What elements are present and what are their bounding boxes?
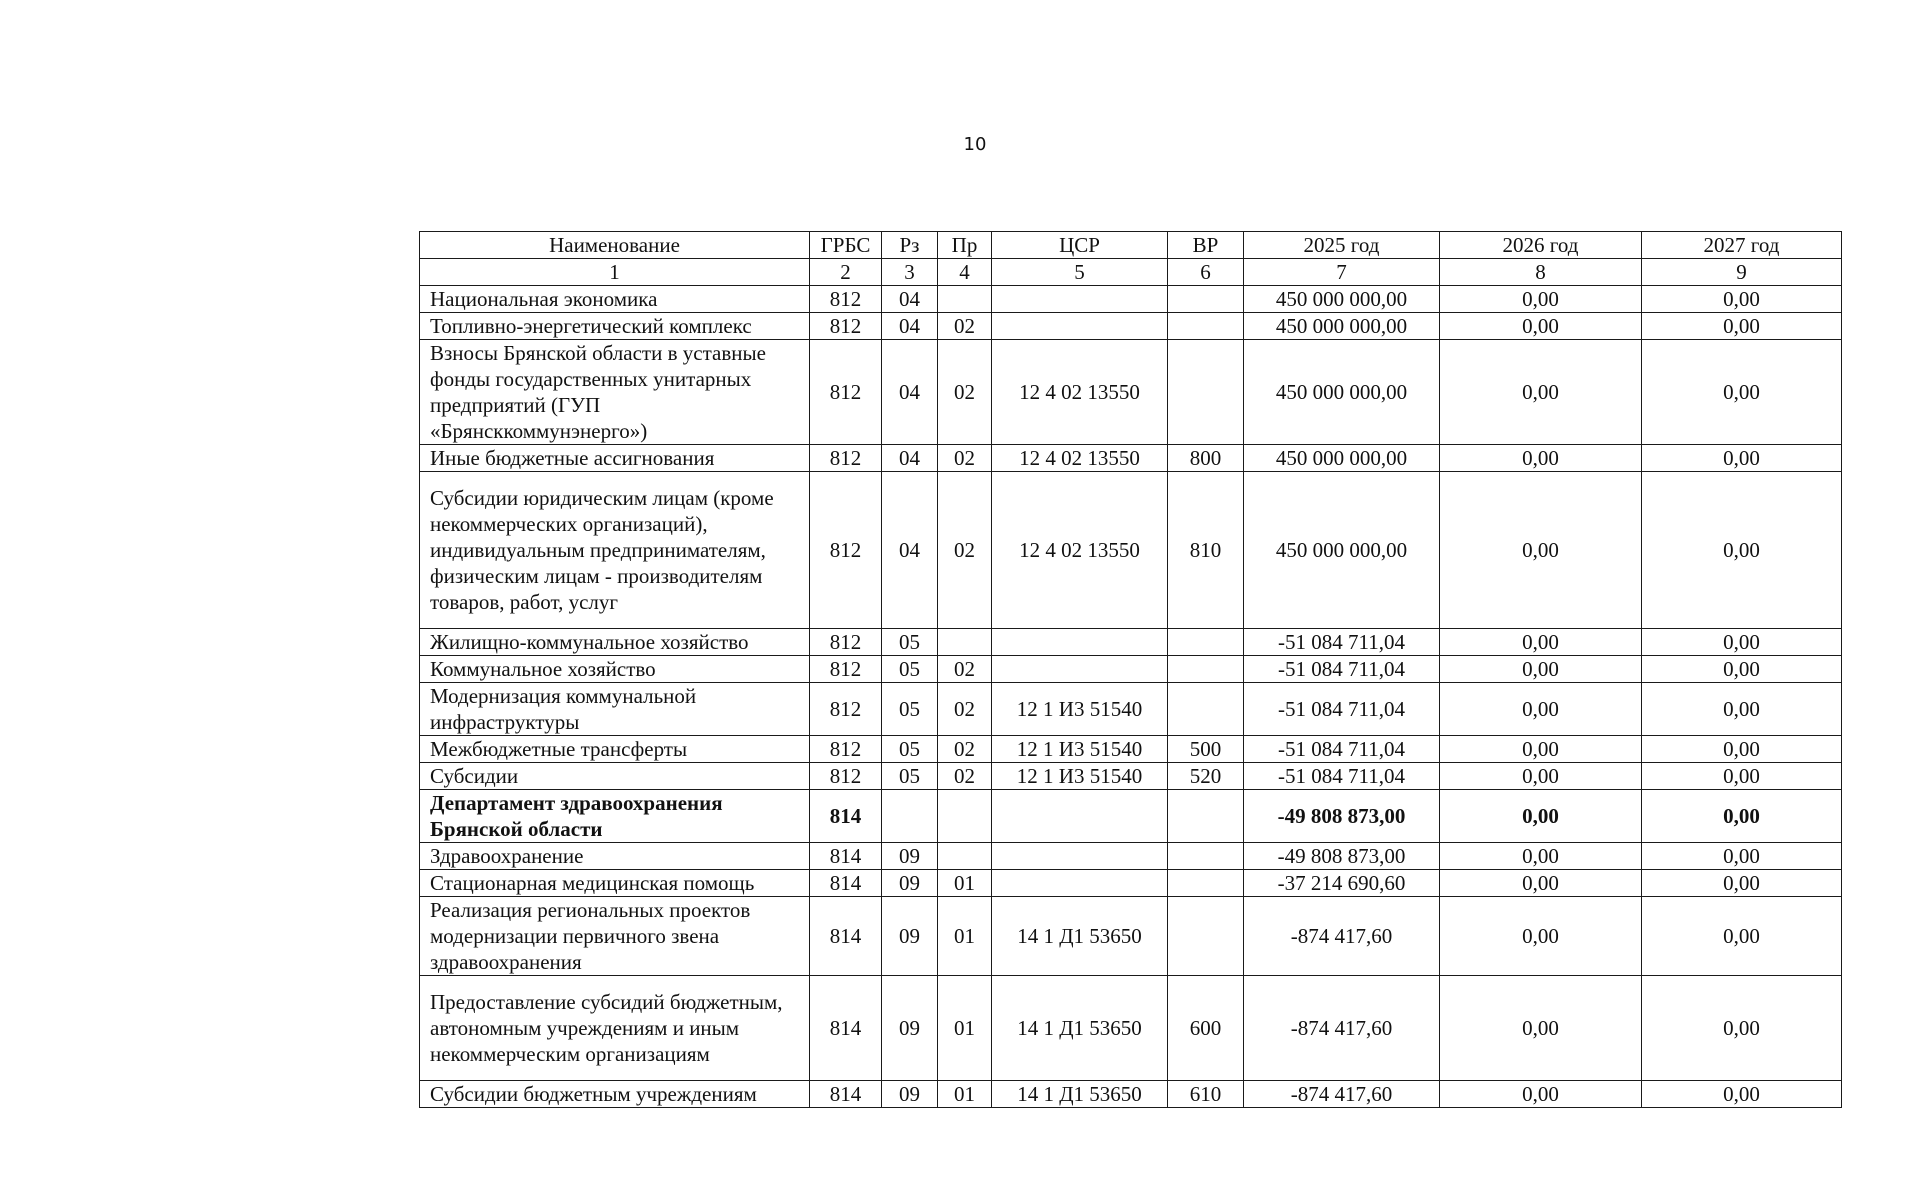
cell-rz: 04	[882, 445, 938, 472]
header-cell-grbs: ГРБС	[810, 232, 882, 259]
cell-pr: 02	[938, 472, 992, 629]
cell-csr	[992, 870, 1168, 897]
cell-vr	[1168, 340, 1244, 445]
cell-csr: 12 1 И3 51540	[992, 683, 1168, 736]
cell-name: Субсидии	[420, 763, 810, 790]
cell-csr: 12 1 И3 51540	[992, 763, 1168, 790]
cell-grbs: 812	[810, 445, 882, 472]
cell-vr	[1168, 870, 1244, 897]
cell-name: Модернизация коммунальной инфраструктуры	[420, 683, 810, 736]
cell-vr	[1168, 683, 1244, 736]
table-row	[420, 1081, 1842, 1108]
cell-2026: 0,00	[1440, 976, 1642, 1081]
cell-rz: 09	[882, 843, 938, 870]
header-cell-pr: Пр	[938, 232, 992, 259]
cell-2026: 0,00	[1440, 472, 1642, 629]
cell-grbs: 814	[810, 976, 882, 1081]
cell-2027: 0,00	[1642, 843, 1842, 870]
cell-grbs: 812	[810, 683, 882, 736]
table-row	[420, 736, 1842, 763]
column-number-cell: 4	[938, 259, 992, 286]
cell-grbs: 812	[810, 629, 882, 656]
table-row	[420, 656, 1842, 683]
cell-csr	[992, 286, 1168, 313]
cell-vr	[1168, 286, 1244, 313]
cell-2026: 0,00	[1440, 736, 1642, 763]
cell-2025: -874 417,60	[1244, 897, 1440, 976]
cell-csr: 12 1 И3 51540	[992, 736, 1168, 763]
cell-name: Субсидии юридическим лицам (кроме некоммерческих организаций), индивидуальным предпринимателям, физическим лицам - производителям товаров, работ, услуг	[420, 472, 810, 629]
cell-rz: 09	[882, 1081, 938, 1108]
cell-2026: 0,00	[1440, 790, 1642, 843]
cell-2025: -51 084 711,04	[1244, 683, 1440, 736]
table-row	[420, 843, 1842, 870]
cell-2027: 0,00	[1642, 976, 1842, 1081]
column-number-cell: 1	[420, 259, 810, 286]
cell-2027: 0,00	[1642, 1081, 1842, 1108]
cell-csr	[992, 790, 1168, 843]
cell-grbs: 814	[810, 897, 882, 976]
table-row	[420, 976, 1842, 1081]
cell-rz: 05	[882, 763, 938, 790]
cell-pr: 02	[938, 683, 992, 736]
cell-pr	[938, 286, 992, 313]
cell-rz: 09	[882, 976, 938, 1081]
cell-rz: 04	[882, 340, 938, 445]
cell-vr: 500	[1168, 736, 1244, 763]
cell-2027: 0,00	[1642, 897, 1842, 976]
cell-csr: 12 4 02 13550	[992, 340, 1168, 445]
cell-2026: 0,00	[1440, 656, 1642, 683]
cell-2027: 0,00	[1642, 629, 1842, 656]
cell-2025: -49 808 873,00	[1244, 843, 1440, 870]
header-cell-2026: 2026 год	[1440, 232, 1642, 259]
cell-grbs: 812	[810, 313, 882, 340]
cell-grbs: 814	[810, 1081, 882, 1108]
cell-csr: 12 4 02 13550	[992, 445, 1168, 472]
cell-name: Здравоохранение	[420, 843, 810, 870]
cell-2025: 450 000 000,00	[1244, 286, 1440, 313]
cell-name: Жилищно-коммунальное хозяйство	[420, 629, 810, 656]
column-number-cell: 8	[1440, 259, 1642, 286]
cell-name: Топливно-энергетический комплекс	[420, 313, 810, 340]
column-number-row	[420, 259, 1842, 286]
column-number-cell: 5	[992, 259, 1168, 286]
header-cell-rz: Рз	[882, 232, 938, 259]
cell-2027: 0,00	[1642, 313, 1842, 340]
header-cell-2025: 2025 год	[1244, 232, 1440, 259]
cell-2026: 0,00	[1440, 870, 1642, 897]
cell-name: Коммунальное хозяйство	[420, 656, 810, 683]
cell-grbs: 814	[810, 843, 882, 870]
cell-name: Национальная экономика	[420, 286, 810, 313]
cell-csr: 12 4 02 13550	[992, 472, 1168, 629]
cell-2025: 450 000 000,00	[1244, 340, 1440, 445]
cell-csr	[992, 629, 1168, 656]
cell-2026: 0,00	[1440, 763, 1642, 790]
cell-2025: -49 808 873,00	[1244, 790, 1440, 843]
cell-2025: 450 000 000,00	[1244, 313, 1440, 340]
page-number: 10	[963, 134, 987, 155]
cell-name: Иные бюджетные ассигнования	[420, 445, 810, 472]
cell-2025: -874 417,60	[1244, 976, 1440, 1081]
cell-pr: 02	[938, 313, 992, 340]
cell-2026: 0,00	[1440, 897, 1642, 976]
cell-pr	[938, 843, 992, 870]
table-row	[420, 340, 1842, 445]
table-row	[420, 870, 1842, 897]
table-row	[420, 897, 1842, 976]
cell-2026: 0,00	[1440, 1081, 1642, 1108]
table-row	[420, 286, 1842, 313]
cell-rz: 04	[882, 286, 938, 313]
cell-pr: 02	[938, 340, 992, 445]
cell-pr: 01	[938, 897, 992, 976]
cell-pr: 02	[938, 763, 992, 790]
cell-2026: 0,00	[1440, 843, 1642, 870]
cell-name: Межбюджетные трансферты	[420, 736, 810, 763]
cell-2025: -51 084 711,04	[1244, 763, 1440, 790]
cell-grbs: 812	[810, 763, 882, 790]
cell-2026: 0,00	[1440, 445, 1642, 472]
cell-2027: 0,00	[1642, 286, 1842, 313]
cell-vr	[1168, 629, 1244, 656]
cell-2027: 0,00	[1642, 445, 1842, 472]
column-number-cell: 9	[1642, 259, 1842, 286]
cell-csr: 14 1 Д1 53650	[992, 897, 1168, 976]
cell-csr: 14 1 Д1 53650	[992, 976, 1168, 1081]
cell-2025: 450 000 000,00	[1244, 472, 1440, 629]
cell-rz: 05	[882, 683, 938, 736]
cell-rz: 04	[882, 313, 938, 340]
cell-vr: 520	[1168, 763, 1244, 790]
cell-rz: 04	[882, 472, 938, 629]
table-row	[420, 313, 1842, 340]
cell-rz: 09	[882, 870, 938, 897]
cell-grbs: 814	[810, 870, 882, 897]
cell-pr	[938, 629, 992, 656]
cell-rz: 05	[882, 629, 938, 656]
cell-name: Реализация региональных проектов модернизации первичного звена здравоохранения	[420, 897, 810, 976]
cell-name: Стационарная медицинская помощь	[420, 870, 810, 897]
cell-name: Департамент здравоохранения Брянской области	[420, 790, 810, 843]
cell-vr: 800	[1168, 445, 1244, 472]
cell-2027: 0,00	[1642, 736, 1842, 763]
cell-vr	[1168, 843, 1244, 870]
header-cell-name: Наименование	[420, 232, 810, 259]
cell-vr: 610	[1168, 1081, 1244, 1108]
table-row	[420, 790, 1842, 843]
cell-2027: 0,00	[1642, 763, 1842, 790]
cell-vr	[1168, 656, 1244, 683]
table-row	[420, 629, 1842, 656]
cell-2027: 0,00	[1642, 683, 1842, 736]
cell-name: Субсидии бюджетным учреждениям	[420, 1081, 810, 1108]
cell-vr	[1168, 897, 1244, 976]
header-cell-csr: ЦСР	[992, 232, 1168, 259]
header-cell-2027: 2027 год	[1642, 232, 1842, 259]
cell-rz: 09	[882, 897, 938, 976]
cell-pr	[938, 790, 992, 843]
cell-2026: 0,00	[1440, 313, 1642, 340]
cell-grbs: 812	[810, 472, 882, 629]
cell-grbs: 812	[810, 286, 882, 313]
column-number-cell: 2	[810, 259, 882, 286]
cell-csr	[992, 843, 1168, 870]
cell-2027: 0,00	[1642, 656, 1842, 683]
cell-2025: -51 084 711,04	[1244, 629, 1440, 656]
header-row	[420, 232, 1842, 259]
cell-2026: 0,00	[1440, 629, 1642, 656]
cell-pr: 01	[938, 870, 992, 897]
cell-rz: 05	[882, 656, 938, 683]
cell-2027: 0,00	[1642, 790, 1842, 843]
cell-vr	[1168, 313, 1244, 340]
table-row	[420, 683, 1842, 736]
cell-csr	[992, 313, 1168, 340]
cell-2025: -874 417,60	[1244, 1081, 1440, 1108]
header-cell-vr: ВР	[1168, 232, 1244, 259]
cell-2027: 0,00	[1642, 870, 1842, 897]
cell-rz: 05	[882, 736, 938, 763]
column-number-cell: 7	[1244, 259, 1440, 286]
cell-name: Взносы Брянской области в уставные фонды государственных унитарных предприятий (ГУП «Брянсккоммунэнерго»)	[420, 340, 810, 445]
cell-name: Предоставление субсидий бюджетным, автономным учреждениям и иным некоммерческим организациям	[420, 976, 810, 1081]
cell-2027: 0,00	[1642, 472, 1842, 629]
table-body	[420, 232, 1842, 1108]
cell-2025: -37 214 690,60	[1244, 870, 1440, 897]
cell-grbs: 812	[810, 736, 882, 763]
column-number-cell: 3	[882, 259, 938, 286]
cell-2025: 450 000 000,00	[1244, 445, 1440, 472]
cell-vr: 600	[1168, 976, 1244, 1081]
cell-pr: 01	[938, 976, 992, 1081]
cell-csr	[992, 656, 1168, 683]
cell-2026: 0,00	[1440, 683, 1642, 736]
table-row	[420, 472, 1842, 629]
cell-rz	[882, 790, 938, 843]
cell-csr: 14 1 Д1 53650	[992, 1081, 1168, 1108]
cell-vr	[1168, 790, 1244, 843]
table-row	[420, 763, 1842, 790]
cell-vr: 810	[1168, 472, 1244, 629]
budget-table	[419, 231, 1842, 1108]
column-number-cell: 6	[1168, 259, 1244, 286]
cell-pr: 02	[938, 656, 992, 683]
cell-2026: 0,00	[1440, 340, 1642, 445]
cell-2025: -51 084 711,04	[1244, 656, 1440, 683]
cell-2026: 0,00	[1440, 286, 1642, 313]
cell-grbs: 812	[810, 656, 882, 683]
cell-pr: 01	[938, 1081, 992, 1108]
cell-grbs: 814	[810, 790, 882, 843]
cell-2027: 0,00	[1642, 340, 1842, 445]
cell-pr: 02	[938, 445, 992, 472]
cell-2025: -51 084 711,04	[1244, 736, 1440, 763]
cell-grbs: 812	[810, 340, 882, 445]
table-row	[420, 445, 1842, 472]
cell-pr: 02	[938, 736, 992, 763]
